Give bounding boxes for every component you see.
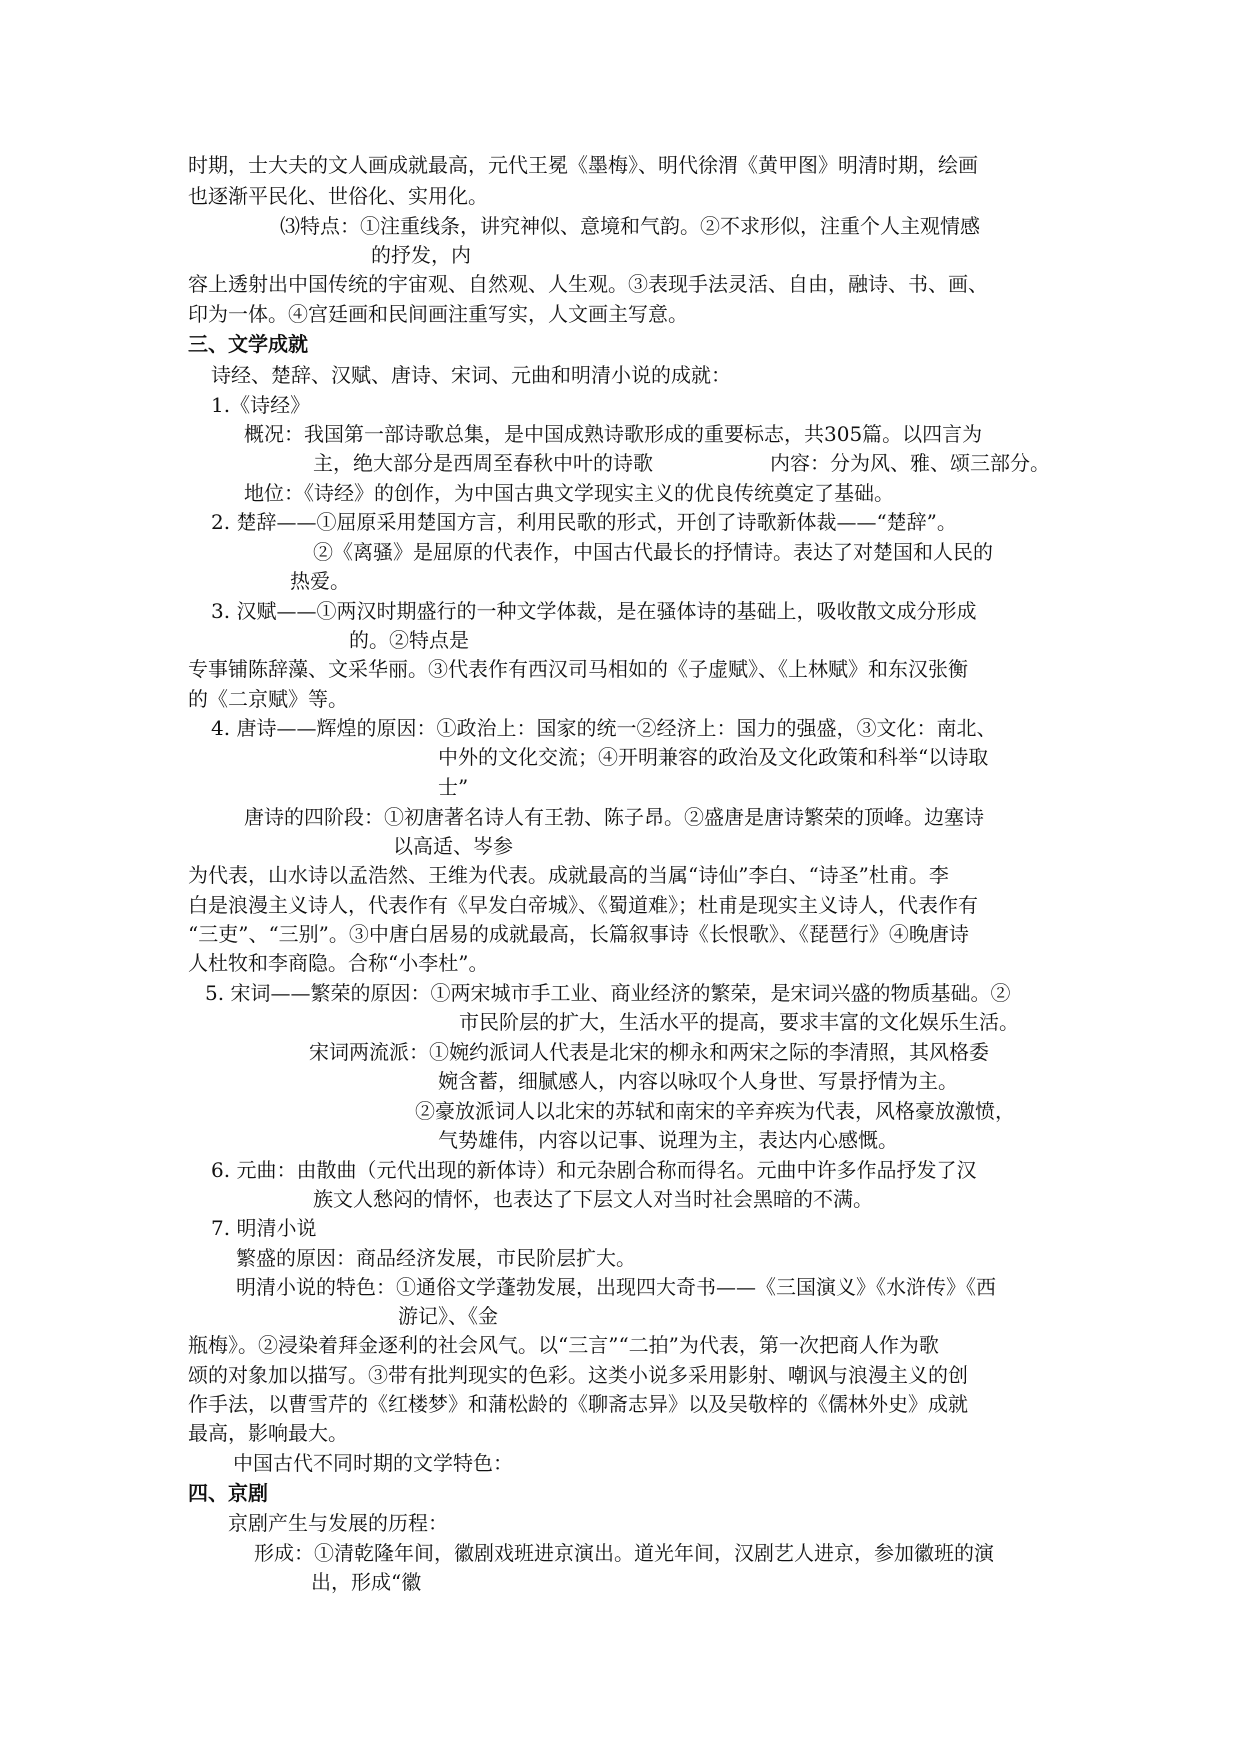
text-line: 宋词两流派：①婉约派词人代表是北宋的柳永和两宋之际的李清照，其风格委 [309,1040,989,1064]
text-line: 时期，士大夫的文人画成就最高，元代王冕《墨梅》、明代徐渭《黄甲图》明清时期，绘画 [188,153,978,177]
text-line: ②《离骚》是屈原的代表作，中国古代最长的抒情诗。表达了对楚国和人民的 [313,540,993,564]
text-line: 内容：分为风、雅、颂三部分。 [770,451,1050,475]
text-line: 形成：①清乾隆年间，徽剧戏班进京演出。道光年间，汉剧艺人进京，参加徽班的演 [254,1541,994,1565]
text-line: 也逐渐平民化、世俗化、实用化。 [188,184,488,208]
text-line: 2. 楚辞——①屈原采用楚国方言，利用民歌的形式，开创了诗歌新体裁——“楚辞”。 [211,510,957,534]
text-line: 6. 元曲：由散曲（元代出现的新体诗）和元杂剧合称而得名。元曲中许多作品抒发了汉 [211,1158,977,1182]
text-line: 族文人愁闷的情怀，也表达了下层文人对当时社会黑暗的不满。 [313,1187,873,1211]
text-line: 5. 宋词——繁荣的原因：①两宋城市手工业、商业经济的繁荣，是宋词兴盛的物质基础。② [205,981,1011,1005]
text-line: 气势雄伟，内容以记事、说理为主，表达内心感慨。 [438,1128,898,1152]
text-line: 明清小说的特色：①通俗文学蓬勃发展，出现四大奇书——《三国演义》《水浒传》《西 [236,1275,996,1299]
text-line: 瓶梅》。②浸染着拜金逐利的社会风气。以“三言”“二拍”为代表，第一次把商人作为歌 [188,1333,939,1357]
text-line: 中外的文化交流；④开明兼容的政治及文化政策和科举“以诗取 [438,745,989,769]
text-line: 地位：《诗经》的创作，为中国古典文学现实主义的优良传统奠定了基础。 [244,481,894,505]
text-line: 白是浪漫主义诗人，代表作有《早发白帝城》、《蜀道难》；杜甫是现实主义诗人，代表作有 [188,893,978,917]
section-heading-peking-opera: 四、京剧 [188,1481,268,1505]
text-line: 士” [438,775,469,799]
text-line: ②豪放派词人以北宋的苏轼和南宋的辛弃疾为代表，风格豪放激愤， [415,1099,1015,1123]
text-line: 市民阶层的扩大，生活水平的提高，要求丰富的文化娱乐生活。 [459,1010,1019,1034]
text-line: 中国古代不同时期的文学特色： [233,1451,513,1475]
text-line: 的《二京赋》等。 [188,687,348,711]
text-line: 概况：我国第一部诗歌总集，是中国成熟诗歌形成的重要标志，共305篇。以四言为 [244,422,983,446]
text-line: 容上透射出中国传统的宇宙观、自然观、人生观。③表现手法灵活、自由，融诗、书、画、 [188,272,988,296]
text-line: ⑶特点：①注重线条，讲究神似、意境和气韵。②不求形似，注重个人主观情感 [280,214,980,238]
section-heading-literature: 三、文学成就 [188,332,308,356]
text-line: 诗经、楚辞、汉赋、唐诗、宋词、元曲和明清小说的成就： [211,363,731,387]
text-line: “三吏”、“三别”。③中唐白居易的成就最高，长篇叙事诗《长恨歌》、《琵琶行》④晚唐诗 [188,922,969,946]
text-line: 的抒发，内 [371,243,471,267]
text-line: 印为一体。④宫廷画和民间画注重写实，人文画主写意。 [188,302,688,326]
text-line: 繁盛的原因：商品经济发展，市民阶层扩大。 [236,1246,636,1270]
text-line: 人杜牧和李商隐。合称“小李杜”。 [188,951,489,975]
text-line: 4. 唐诗——辉煌的原因：①政治上：国家的统一②经济上：国力的强盛，③文化：南北、 [211,716,997,740]
text-line: 婉含蓄，细腻感人，内容以咏叹个人身世、写景抒情为主。 [438,1069,958,1093]
text-line: 以高适、岑参 [393,834,513,858]
text-line: 唐诗的四阶段：①初唐著名诗人有王勃、陈子昂。②盛唐是唐诗繁荣的顶峰。边塞诗 [244,805,984,829]
text-line: 的。②特点是 [349,628,469,652]
text-line: 1.《诗经》 [211,393,311,417]
text-line: 京剧产生与发展的历程： [228,1511,448,1535]
text-line: 热爱。 [290,569,350,593]
text-line: 出，形成“徽 [311,1570,422,1594]
text-line: 为代表，山水诗以孟浩然、王维为代表。成就最高的当属“诗仙”李白、“诗圣”杜甫。李 [188,863,949,887]
text-line: 最高，影响最大。 [188,1421,348,1445]
text-line: 3. 汉赋——①两汉时期盛行的一种文学体裁，是在骚体诗的基础上，吸收散文成分形成 [211,599,977,623]
text-line: 专事铺陈辞藻、文采华丽。③代表作有西汉司马相如的《子虚赋》、《上林赋》和东汉张衡 [188,657,968,681]
text-line: 作手法，以曹雪芹的《红楼梦》和蒲松龄的《聊斋志异》以及吴敬梓的《儒林外史》成就 [188,1392,968,1416]
text-line: 游记》、《金 [398,1304,498,1328]
text-line: 主，绝大部分是西周至春秋中叶的诗歌 [313,451,653,475]
text-line: 7. 明清小说 [211,1216,317,1240]
text-line: 颂的对象加以描写。③带有批判现实的色彩。这类小说多采用影射、嘲讽与浪漫主义的创 [188,1363,968,1387]
